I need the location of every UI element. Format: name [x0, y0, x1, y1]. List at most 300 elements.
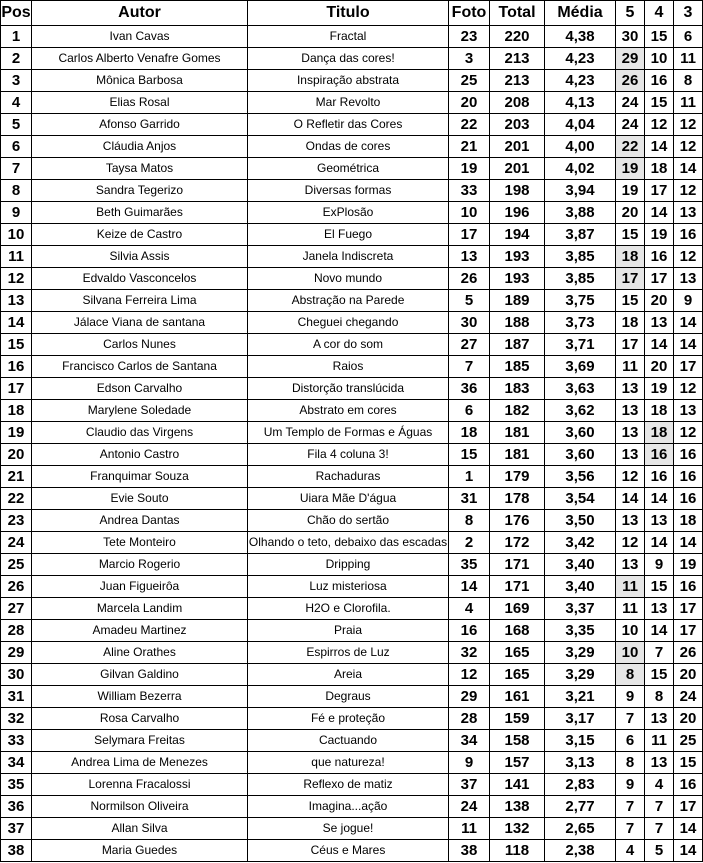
votes-3-cell: 17: [674, 620, 703, 642]
votes-3-cell: 12: [674, 114, 703, 136]
titulo-cell: Se jogue!: [248, 818, 449, 840]
table-row: [1, 268, 703, 290]
pos-cell: 12: [1, 268, 32, 290]
total-cell: 118: [490, 840, 545, 862]
titulo-cell: Janela Indiscreta: [248, 246, 449, 268]
votes-4-cell: 19: [645, 378, 674, 400]
votes-3-cell: 11: [674, 92, 703, 114]
total-cell: 194: [490, 224, 545, 246]
table-row: [1, 466, 703, 488]
titulo-cell: Cactuando: [248, 730, 449, 752]
foto-cell: 1: [449, 466, 490, 488]
pos-cell: 1: [1, 26, 32, 48]
autor-cell: Lorenna Fracalossi: [32, 774, 248, 796]
media-cell: 3,56: [545, 466, 616, 488]
media-cell: 4,00: [545, 136, 616, 158]
foto-cell: 23: [449, 26, 490, 48]
autor-cell: Ivan Cavas: [32, 26, 248, 48]
pos-cell: 31: [1, 686, 32, 708]
foto-cell: 37: [449, 774, 490, 796]
table-row: [1, 70, 703, 92]
pos-cell: 8: [1, 180, 32, 202]
media-cell: 3,85: [545, 246, 616, 268]
votes-3-cell: 16: [674, 774, 703, 796]
foto-cell: 38: [449, 840, 490, 862]
autor-cell: Francisco Carlos de Santana: [32, 356, 248, 378]
table-body: [1, 26, 703, 862]
titulo-cell: Fé e proteção: [248, 708, 449, 730]
votes-5-cell: 13: [616, 422, 645, 444]
votes-5-cell: 11: [616, 576, 645, 598]
media-cell: 3,15: [545, 730, 616, 752]
pos-cell: 26: [1, 576, 32, 598]
votes-4-cell: 12: [645, 114, 674, 136]
foto-cell: 33: [449, 180, 490, 202]
votes-5-cell: 12: [616, 532, 645, 554]
pos-cell: 10: [1, 224, 32, 246]
total-cell: 179: [490, 466, 545, 488]
autor-cell: Andrea Dantas: [32, 510, 248, 532]
pos-cell: 2: [1, 48, 32, 70]
votes-4-cell: 14: [645, 532, 674, 554]
total-cell: 220: [490, 26, 545, 48]
votes-5-cell: 26: [616, 70, 645, 92]
pos-cell: 34: [1, 752, 32, 774]
pos-cell: 25: [1, 554, 32, 576]
titulo-cell: Um Templo de Formas e Águas: [248, 422, 449, 444]
table-row: [1, 290, 703, 312]
votes-4-cell: 15: [645, 92, 674, 114]
foto-cell: 24: [449, 796, 490, 818]
titulo-cell: Distorção translúcida: [248, 378, 449, 400]
media-cell: 3,21: [545, 686, 616, 708]
votes-3-cell: 16: [674, 576, 703, 598]
votes-3-cell: 20: [674, 664, 703, 686]
votes-5-cell: 17: [616, 334, 645, 356]
votes-3-cell: 12: [674, 378, 703, 400]
media-cell: 2,83: [545, 774, 616, 796]
media-cell: 4,13: [545, 92, 616, 114]
votes-4-cell: 16: [645, 444, 674, 466]
votes-5-cell: 7: [616, 818, 645, 840]
titulo-cell: Dança das cores!: [248, 48, 449, 70]
titulo-cell: Degraus: [248, 686, 449, 708]
foto-cell: 26: [449, 268, 490, 290]
pos-cell: 5: [1, 114, 32, 136]
foto-cell: 17: [449, 224, 490, 246]
foto-cell: 14: [449, 576, 490, 598]
autor-cell: Beth Guimarães: [32, 202, 248, 224]
total-cell: 181: [490, 422, 545, 444]
votes-3-cell: 11: [674, 48, 703, 70]
titulo-cell: que natureza!: [248, 752, 449, 774]
pos-cell: 7: [1, 158, 32, 180]
votes-3-cell: 26: [674, 642, 703, 664]
media-cell: 3,69: [545, 356, 616, 378]
votes-3-cell: 6: [674, 26, 703, 48]
table-row: [1, 664, 703, 686]
votes-4-cell: 7: [645, 796, 674, 818]
total-cell: 158: [490, 730, 545, 752]
pos-cell: 27: [1, 598, 32, 620]
table-row: [1, 246, 703, 268]
votes-3-cell: 16: [674, 488, 703, 510]
pos-cell: 9: [1, 202, 32, 224]
pos-cell: 24: [1, 532, 32, 554]
votes-4-cell: 4: [645, 774, 674, 796]
total-cell: 168: [490, 620, 545, 642]
total-cell: 213: [490, 48, 545, 70]
foto-cell: 22: [449, 114, 490, 136]
titulo-cell: Raios: [248, 356, 449, 378]
total-cell: 181: [490, 444, 545, 466]
total-cell: 208: [490, 92, 545, 114]
table-row: [1, 422, 703, 444]
autor-cell: Selymara Freitas: [32, 730, 248, 752]
table-row: [1, 774, 703, 796]
pos-cell: 6: [1, 136, 32, 158]
titulo-cell: O Refletir das Cores: [248, 114, 449, 136]
foto-cell: 35: [449, 554, 490, 576]
titulo-cell: Inspiração abstrata: [248, 70, 449, 92]
votes-5-cell: 13: [616, 554, 645, 576]
titulo-cell: Fila 4 coluna 3!: [248, 444, 449, 466]
titulo-cell: El Fuego: [248, 224, 449, 246]
autor-cell: Rosa Carvalho: [32, 708, 248, 730]
foto-cell: 32: [449, 642, 490, 664]
pos-cell: 15: [1, 334, 32, 356]
foto-cell: 9: [449, 752, 490, 774]
foto-cell: 30: [449, 312, 490, 334]
total-cell: 159: [490, 708, 545, 730]
votes-5-cell: 8: [616, 752, 645, 774]
total-cell: 182: [490, 400, 545, 422]
media-cell: 3,88: [545, 202, 616, 224]
total-cell: 187: [490, 334, 545, 356]
votes-5-cell: 29: [616, 48, 645, 70]
pos-cell: 37: [1, 818, 32, 840]
votes-4-cell: 16: [645, 70, 674, 92]
autor-cell: Afonso Garrido: [32, 114, 248, 136]
votes-4-cell: 13: [645, 312, 674, 334]
autor-cell: Amadeu Martinez: [32, 620, 248, 642]
titulo-cell: Novo mundo: [248, 268, 449, 290]
pos-cell: 20: [1, 444, 32, 466]
titulo-cell: Dripping: [248, 554, 449, 576]
votes-4-cell: 9: [645, 554, 674, 576]
autor-cell: Gilvan Galdino: [32, 664, 248, 686]
autor-cell: Elias Rosal: [32, 92, 248, 114]
votes-3-cell: 25: [674, 730, 703, 752]
media-cell: 4,04: [545, 114, 616, 136]
media-cell: 3,73: [545, 312, 616, 334]
media-cell: 3,63: [545, 378, 616, 400]
pos-cell: 36: [1, 796, 32, 818]
votes-5-cell: 6: [616, 730, 645, 752]
votes-5-cell: 13: [616, 444, 645, 466]
pos-cell: 21: [1, 466, 32, 488]
titulo-cell: A cor do som: [248, 334, 449, 356]
autor-cell: Silvia Assis: [32, 246, 248, 268]
pos-cell: 23: [1, 510, 32, 532]
votes-4-cell: 7: [645, 818, 674, 840]
media-cell: 3,62: [545, 400, 616, 422]
total-cell: 165: [490, 664, 545, 686]
media-cell: 3,94: [545, 180, 616, 202]
media-cell: 3,40: [545, 554, 616, 576]
autor-cell: Claudio das Virgens: [32, 422, 248, 444]
autor-cell: Andrea Lima de Menezes: [32, 752, 248, 774]
header-pos: Pos: [1, 1, 32, 26]
autor-cell: Aline Orathes: [32, 642, 248, 664]
votes-3-cell: 8: [674, 70, 703, 92]
total-cell: 198: [490, 180, 545, 202]
foto-cell: 25: [449, 70, 490, 92]
autor-cell: Carlos Nunes: [32, 334, 248, 356]
table-row: [1, 158, 703, 180]
foto-cell: 34: [449, 730, 490, 752]
votes-3-cell: 16: [674, 224, 703, 246]
pos-cell: 35: [1, 774, 32, 796]
header-votes-4: 4: [645, 1, 674, 26]
votes-3-cell: 15: [674, 752, 703, 774]
foto-cell: 2: [449, 532, 490, 554]
foto-cell: 20: [449, 92, 490, 114]
total-cell: 157: [490, 752, 545, 774]
votes-3-cell: 14: [674, 818, 703, 840]
votes-4-cell: 14: [645, 334, 674, 356]
foto-cell: 3: [449, 48, 490, 70]
pos-cell: 14: [1, 312, 32, 334]
total-cell: 171: [490, 554, 545, 576]
autor-cell: Tete Monteiro: [32, 532, 248, 554]
table-row: [1, 554, 703, 576]
media-cell: 4,23: [545, 48, 616, 70]
media-cell: 4,02: [545, 158, 616, 180]
votes-5-cell: 7: [616, 708, 645, 730]
foto-cell: 12: [449, 664, 490, 686]
autor-cell: Allan Silva: [32, 818, 248, 840]
votes-4-cell: 15: [645, 26, 674, 48]
votes-5-cell: 30: [616, 26, 645, 48]
votes-3-cell: 13: [674, 400, 703, 422]
media-cell: 2,65: [545, 818, 616, 840]
header-total: Total: [490, 1, 545, 26]
media-cell: 3,50: [545, 510, 616, 532]
media-cell: 3,60: [545, 422, 616, 444]
votes-5-cell: 12: [616, 466, 645, 488]
autor-cell: Maria Guedes: [32, 840, 248, 862]
media-cell: 2,38: [545, 840, 616, 862]
table-row: [1, 114, 703, 136]
votes-5-cell: 15: [616, 290, 645, 312]
votes-4-cell: 10: [645, 48, 674, 70]
foto-cell: 28: [449, 708, 490, 730]
header-votes-5: 5: [616, 1, 645, 26]
pos-cell: 32: [1, 708, 32, 730]
votes-3-cell: 14: [674, 840, 703, 862]
media-cell: 3,40: [545, 576, 616, 598]
total-cell: 176: [490, 510, 545, 532]
media-cell: 3,60: [545, 444, 616, 466]
table-row: [1, 444, 703, 466]
votes-5-cell: 14: [616, 488, 645, 510]
votes-5-cell: 20: [616, 202, 645, 224]
titulo-cell: Imagina...ação: [248, 796, 449, 818]
votes-5-cell: 7: [616, 796, 645, 818]
media-cell: 3,75: [545, 290, 616, 312]
titulo-cell: Uiara Mãe D'água: [248, 488, 449, 510]
table-row: [1, 708, 703, 730]
autor-cell: Evie Souto: [32, 488, 248, 510]
votes-3-cell: 14: [674, 158, 703, 180]
header-foto: Foto: [449, 1, 490, 26]
titulo-cell: Chão do sertão: [248, 510, 449, 532]
votes-3-cell: 17: [674, 598, 703, 620]
votes-4-cell: 16: [645, 466, 674, 488]
foto-cell: 8: [449, 510, 490, 532]
table-row: [1, 488, 703, 510]
pos-cell: 22: [1, 488, 32, 510]
media-cell: 4,23: [545, 70, 616, 92]
titulo-cell: Rachaduras: [248, 466, 449, 488]
votes-4-cell: 13: [645, 752, 674, 774]
foto-cell: 4: [449, 598, 490, 620]
pos-cell: 30: [1, 664, 32, 686]
votes-5-cell: 22: [616, 136, 645, 158]
foto-cell: 7: [449, 356, 490, 378]
votes-4-cell: 7: [645, 642, 674, 664]
autor-cell: William Bezerra: [32, 686, 248, 708]
autor-cell: Marylene Soledade: [32, 400, 248, 422]
votes-4-cell: 14: [645, 620, 674, 642]
total-cell: 165: [490, 642, 545, 664]
media-cell: 3,54: [545, 488, 616, 510]
votes-3-cell: 24: [674, 686, 703, 708]
table-row: [1, 334, 703, 356]
table-row: [1, 532, 703, 554]
table-row: [1, 26, 703, 48]
total-cell: 188: [490, 312, 545, 334]
header-votes-3: 3: [674, 1, 703, 26]
media-cell: 3,87: [545, 224, 616, 246]
votes-3-cell: 17: [674, 356, 703, 378]
titulo-cell: Espirros de Luz: [248, 642, 449, 664]
votes-4-cell: 18: [645, 158, 674, 180]
foto-cell: 18: [449, 422, 490, 444]
titulo-cell: Areia: [248, 664, 449, 686]
votes-4-cell: 8: [645, 686, 674, 708]
votes-5-cell: 19: [616, 158, 645, 180]
autor-cell: Marcio Rogerio: [32, 554, 248, 576]
foto-cell: 13: [449, 246, 490, 268]
table-row: [1, 620, 703, 642]
table-row: [1, 180, 703, 202]
pos-cell: 38: [1, 840, 32, 862]
total-cell: 213: [490, 70, 545, 92]
table-row: [1, 576, 703, 598]
votes-4-cell: 14: [645, 488, 674, 510]
pos-cell: 11: [1, 246, 32, 268]
total-cell: 201: [490, 158, 545, 180]
foto-cell: 11: [449, 818, 490, 840]
votes-4-cell: 20: [645, 356, 674, 378]
votes-5-cell: 8: [616, 664, 645, 686]
autor-cell: Sandra Tegerizo: [32, 180, 248, 202]
header-titulo: Titulo: [248, 1, 449, 26]
autor-cell: Franquimar Souza: [32, 466, 248, 488]
votes-4-cell: 17: [645, 180, 674, 202]
votes-3-cell: 14: [674, 334, 703, 356]
total-cell: 193: [490, 246, 545, 268]
votes-3-cell: 12: [674, 180, 703, 202]
table-row: [1, 48, 703, 70]
votes-3-cell: 12: [674, 136, 703, 158]
table-row: [1, 752, 703, 774]
titulo-cell: Geométrica: [248, 158, 449, 180]
votes-3-cell: 9: [674, 290, 703, 312]
votes-3-cell: 12: [674, 246, 703, 268]
autor-cell: Taysa Matos: [32, 158, 248, 180]
total-cell: 132: [490, 818, 545, 840]
votes-5-cell: 13: [616, 510, 645, 532]
titulo-cell: Fractal: [248, 26, 449, 48]
votes-5-cell: 13: [616, 400, 645, 422]
votes-4-cell: 13: [645, 510, 674, 532]
votes-5-cell: 18: [616, 246, 645, 268]
titulo-cell: H2O e Clorofila.: [248, 598, 449, 620]
foto-cell: 19: [449, 158, 490, 180]
votes-5-cell: 17: [616, 268, 645, 290]
total-cell: 196: [490, 202, 545, 224]
titulo-cell: Olhando o teto, debaixo das escadas: [248, 532, 449, 554]
foto-cell: 5: [449, 290, 490, 312]
foto-cell: 15: [449, 444, 490, 466]
header-media: Média: [545, 1, 616, 26]
autor-cell: Cláudia Anjos: [32, 136, 248, 158]
votes-4-cell: 18: [645, 422, 674, 444]
votes-4-cell: 5: [645, 840, 674, 862]
votes-4-cell: 15: [645, 576, 674, 598]
votes-5-cell: 11: [616, 356, 645, 378]
votes-5-cell: 15: [616, 224, 645, 246]
titulo-cell: Céus e Mares: [248, 840, 449, 862]
autor-cell: Silvana Ferreira Lima: [32, 290, 248, 312]
votes-3-cell: 16: [674, 444, 703, 466]
votes-4-cell: 11: [645, 730, 674, 752]
votes-5-cell: 9: [616, 774, 645, 796]
media-cell: 3,85: [545, 268, 616, 290]
total-cell: 141: [490, 774, 545, 796]
pos-cell: 33: [1, 730, 32, 752]
pos-cell: 3: [1, 70, 32, 92]
titulo-cell: Abstrato em cores: [248, 400, 449, 422]
pos-cell: 17: [1, 378, 32, 400]
autor-cell: Normilson Oliveira: [32, 796, 248, 818]
total-cell: 193: [490, 268, 545, 290]
table-row: [1, 202, 703, 224]
table-row: [1, 510, 703, 532]
autor-cell: Mônica Barbosa: [32, 70, 248, 92]
media-cell: 3,71: [545, 334, 616, 356]
votes-5-cell: 13: [616, 378, 645, 400]
votes-4-cell: 15: [645, 664, 674, 686]
autor-cell: Jálace Viana de santana: [32, 312, 248, 334]
votes-4-cell: 16: [645, 246, 674, 268]
media-cell: 3,13: [545, 752, 616, 774]
table-row: [1, 796, 703, 818]
titulo-cell: Ondas de cores: [248, 136, 449, 158]
